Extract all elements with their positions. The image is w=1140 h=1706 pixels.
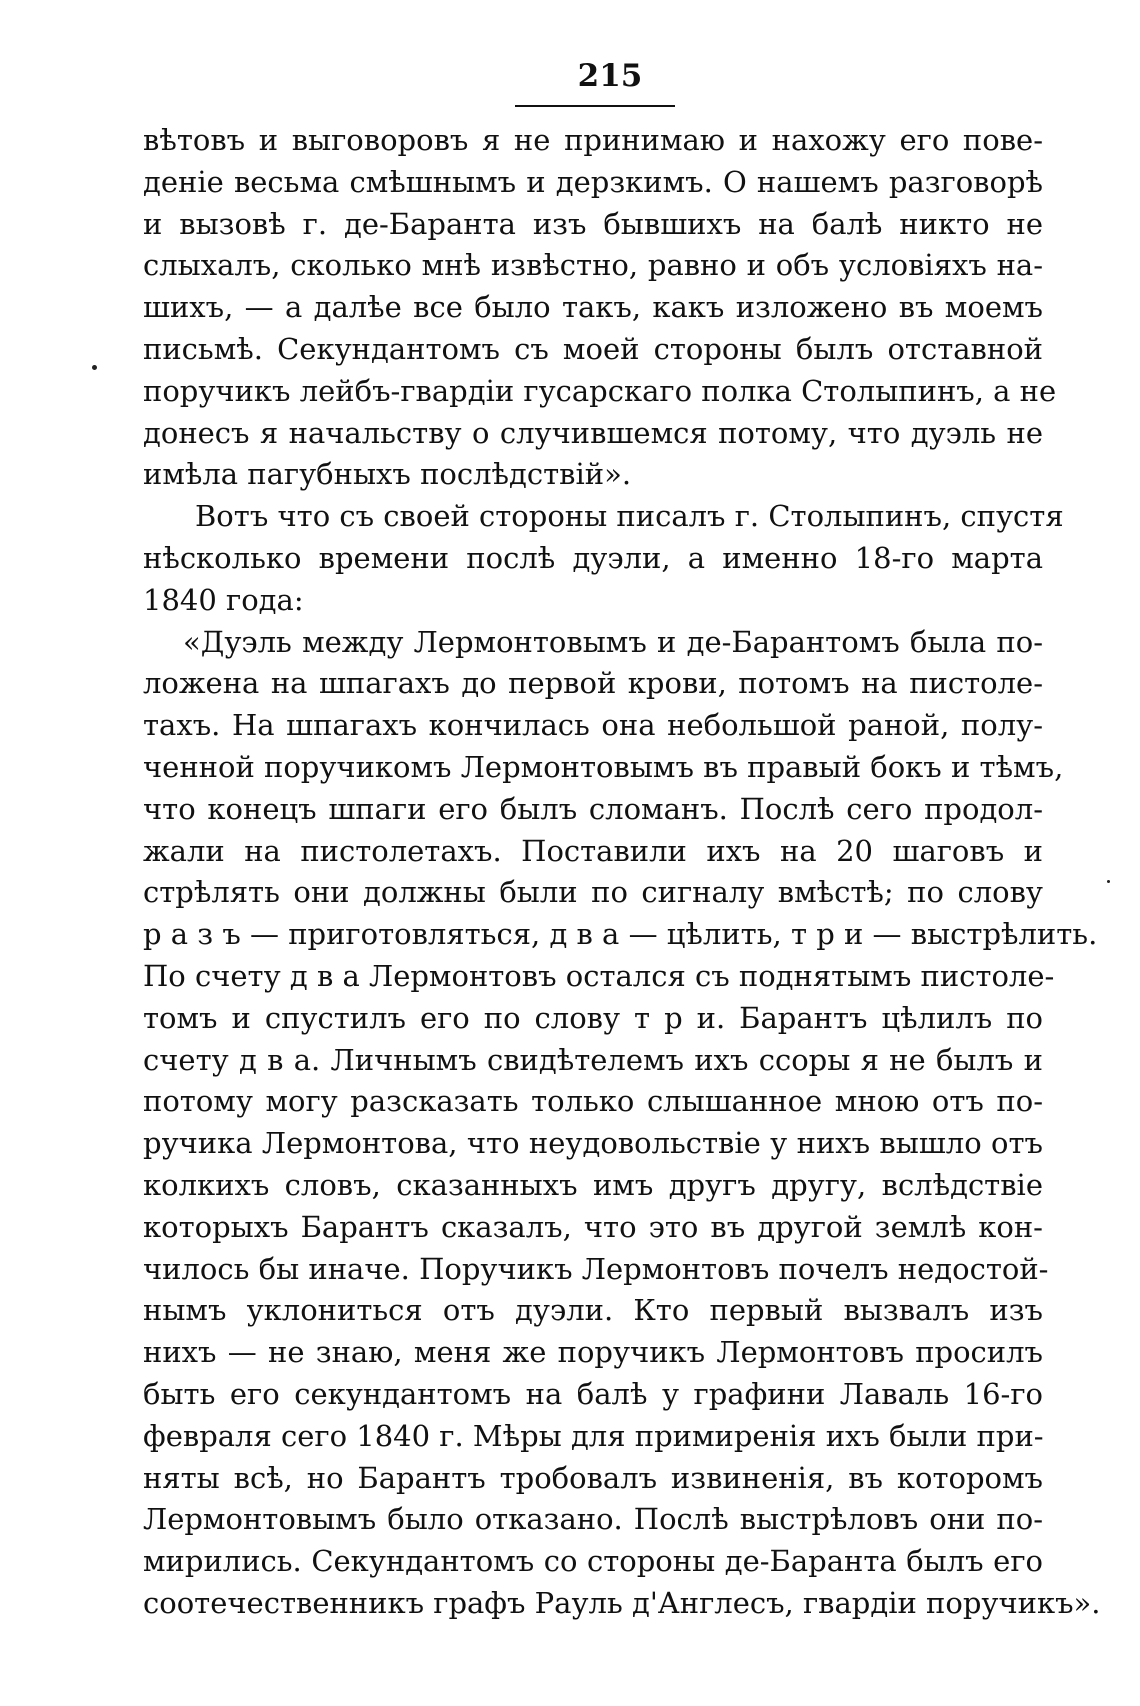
- text-line: 1840 года:: [143, 582, 304, 617]
- text-line: имѣла пагубныхъ послѣдствій».: [143, 457, 632, 492]
- text-line: томъ и спустилъ его по слову т р и. Барантъ цѣлилъ по: [143, 1000, 1043, 1035]
- text-line: колкихъ словъ, сказанныхъ имъ другъ другу, вслѣдствіе: [143, 1167, 1043, 1202]
- page-number-rule: [515, 105, 675, 107]
- text-line: счету д в а. Личнымъ свидѣтелемъ ихъ ссоры я не былъ и: [143, 1042, 1043, 1077]
- text-line: «Дуэль между Лермонтовымъ и де-Барантомъ была по-: [183, 624, 1043, 659]
- text-line: р а з ъ — приготовляться, д в а — цѣлить, т р и — выстрѣлить.: [143, 917, 1098, 952]
- text-line: жали на пистолетахъ. Поставили ихъ на 20 шаговъ и: [143, 833, 1043, 868]
- text-line: Лермонтовымъ было отказано. Послѣ выстрѣловъ они по-: [143, 1502, 1043, 1537]
- text-line: нѣсколько времени послѣ дуэли, а именно 18-го марта: [143, 540, 1043, 575]
- text-line: что конецъ шпаги его былъ сломанъ. Послѣ сего продол-: [143, 791, 1043, 826]
- text-line: и вызовѣ г. де-Баранта изъ бывшихъ на балѣ никто не: [143, 206, 1043, 241]
- text-line: няты всѣ, но Барантъ тробовалъ извиненія, въ которомъ: [143, 1460, 1043, 1495]
- text-line: соотечественникъ графъ Рауль д'Англесъ, гвардіи поручикъ».: [143, 1585, 1101, 1620]
- text-line: шихъ, — а далѣе все было такъ, какъ изложено въ моемъ: [143, 290, 1043, 325]
- text-line: вѣтовъ и выговоровъ я не принимаю и нахожу его пове-: [143, 123, 1043, 157]
- page-number: 215: [577, 58, 643, 94]
- text-line: слыхалъ, сколько мнѣ извѣстно, равно и объ условіяхъ на-: [143, 248, 1043, 283]
- text-line: ложена на шпагахъ до первой крови, потомъ на пистоле-: [143, 666, 1043, 701]
- text-line: письмѣ. Секундантомъ съ моей стороны былъ отставной: [143, 331, 1043, 366]
- text-line: деніе весьма смѣшнымъ и дерзкимъ. О нашемъ разговорѣ: [143, 164, 1043, 199]
- text-line: Вотъ что съ своей стороны писалъ г. Столыпинъ, спустя: [195, 499, 1064, 534]
- text-line: ручика Лермонтова, что неудовольствіе у нихъ вышло отъ: [143, 1126, 1043, 1161]
- text-line: тахъ. На шпагахъ кончилась она небольшой раной, полу-: [143, 708, 1043, 743]
- scan-speck: [92, 365, 97, 370]
- text-line: донесъ я начальству о случившемся потому, что дуэль не: [143, 415, 1043, 450]
- body-text: [143, 120, 1101, 1625]
- scan-speck: [1107, 880, 1110, 883]
- text-line: стрѣлять они должны были по сигналу вмѣстѣ; по слову: [143, 875, 1043, 910]
- text-line: ченной поручикомъ Лермонтовымъ въ правый бокъ и тѣмъ,: [143, 749, 1064, 784]
- text-line: которыхъ Барантъ сказалъ, что это въ другой землѣ кон-: [143, 1209, 1043, 1244]
- text-line: мирились. Секундантомъ со стороны де-Баранта былъ его: [143, 1544, 1043, 1579]
- text-line: поручикъ лейбъ-гвардіи гусарскаго полка Столыпинъ, а не: [143, 373, 1057, 408]
- text-line: чилось бы иначе. Поручикъ Лермонтовъ почелъ недостой-: [143, 1251, 1049, 1286]
- text-line: нымъ уклониться отъ дуэли. Кто первый вызвалъ изъ: [143, 1293, 1043, 1328]
- text-line: По счету д в а Лермонтовъ остался съ поднятымъ пистоле-: [143, 958, 1055, 993]
- text-line: нихъ — не знаю, меня же поручикъ Лермонтовъ просилъ: [143, 1335, 1043, 1370]
- text-line: быть его секундантомъ на балѣ у графини Лаваль 16-го: [143, 1376, 1043, 1411]
- text-line: потому могу разсказать только слышанное мною отъ по-: [143, 1084, 1043, 1119]
- text-line: февраля сего 1840 г. Мѣры для примиренія ихъ были при-: [143, 1418, 1044, 1453]
